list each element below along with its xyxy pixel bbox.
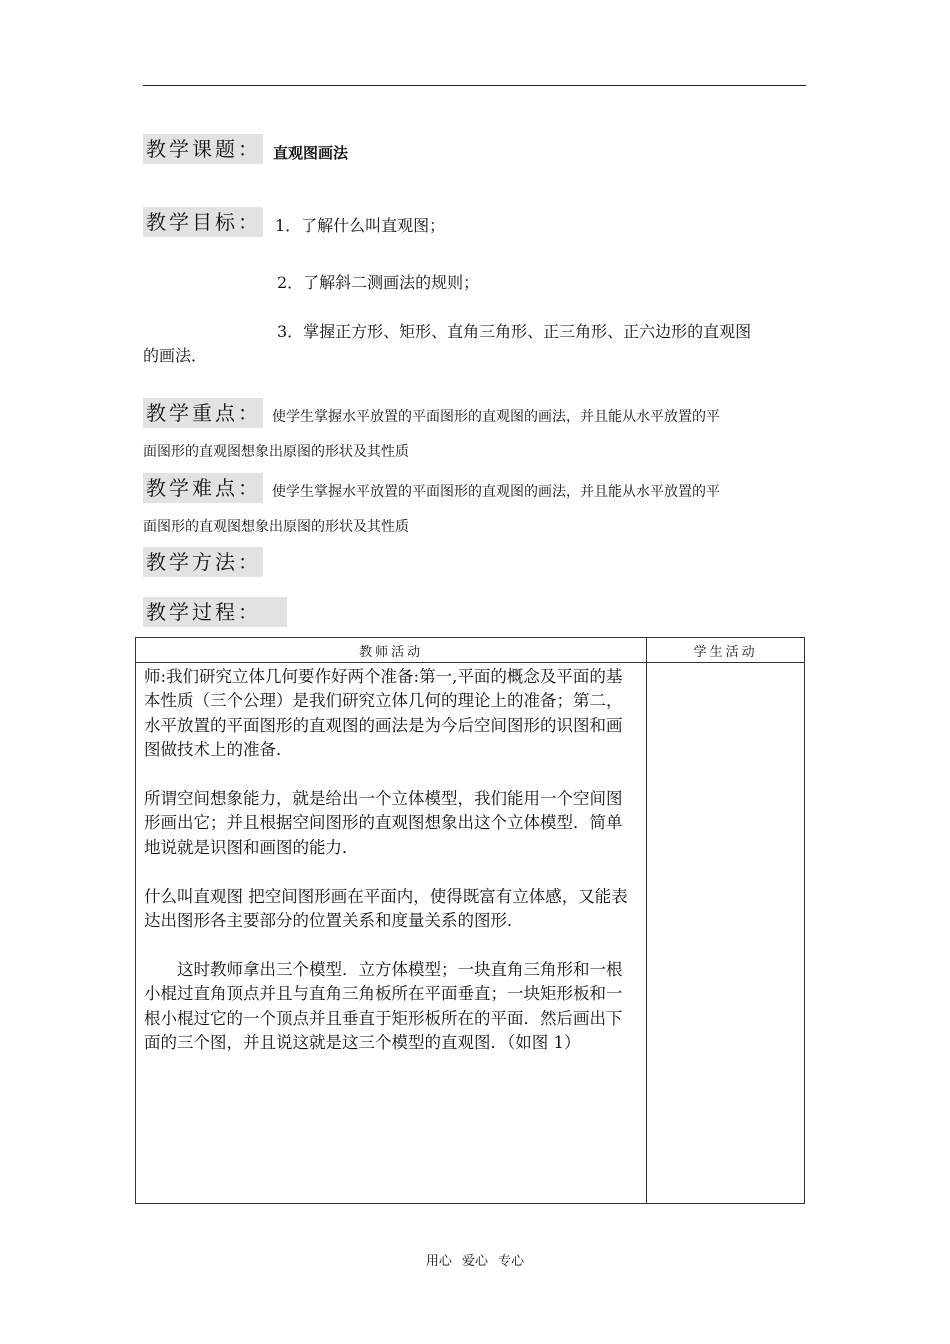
process-table: [135, 637, 805, 1204]
objective-item-3-cont: 的画法．: [143, 346, 208, 365]
method-label: 教学方法：: [143, 547, 263, 577]
difficulties-line2: 面图形的直观图想象出原图的形状及其性质: [143, 519, 409, 535]
header-rule: [143, 85, 806, 86]
objectives-label: 教学目标：: [143, 207, 263, 237]
teacher-paragraph-1: 师:我们研究立体几何要作好两个准备:第一,平面的概念及平面的基本性质（三个公理）是我们研究立体几何的理论上的准备；第二，水平放置的平面图形的直观图的画法是为今后空间图形的识图和画图做技术上的准备．: [144, 667, 623, 760]
objective-item-3: 3．掌握正方形、矩形、直角三角形、正三角形、正六边形的直观图: [277, 322, 752, 341]
topic-label: 教学课题：: [143, 134, 263, 164]
key-points-label: 教学重点：: [143, 398, 263, 428]
key-points-line2: 面图形的直观图想象出原图的形状及其性质: [143, 444, 409, 460]
page-footer: 用心 爱心 专心: [425, 1254, 525, 1269]
objective-item-1: 1．了解什么叫直观图；: [275, 216, 446, 235]
topic-value: 直观图画法: [273, 144, 349, 162]
key-points-line1: 使学生掌握水平放置的平面图形的直观图的画法，并且能从水平放置的平: [272, 409, 720, 425]
teacher-activity-cell: [136, 663, 647, 1204]
process-label: 教学过程：: [143, 597, 287, 627]
student-activity-cell: [647, 663, 805, 1204]
teacher-paragraph-4: 这时教师拿出三个模型．立方体模型；一块直角三角形和一根小棍过直角顶点并且与直角三角板所在平面垂直；一块矩形板和一根小棍过它的一个顶点并且垂直于矩形板所在的平面．然后画出下面的三个图，并且说这就是这三个模型的直观图．（如图 1）: [144, 959, 623, 1053]
teacher-paragraph-2: 所谓空间想象能力，就是给出一个立体模型，我们能用一个空间图形画出它；并且根据空间图形的直观图想象出这个立体模型．简单地说就是识图和画图的能力．: [144, 789, 623, 857]
objective-item-2: 2．了解斜二测画法的规则；: [277, 273, 480, 292]
difficulties-line1: 使学生掌握水平放置的平面图形的直观图的画法，并且能从水平放置的平: [272, 484, 720, 500]
student-activity-header: 学生活动: [647, 638, 805, 663]
difficulties-label: 教学难点：: [143, 473, 263, 503]
teacher-paragraph-3: 什么叫直观图 把空间图形画在平面内，使得既富有立体感，又能表达出图形各主要部分的位置关系和度量关系的图形．: [144, 886, 628, 931]
teacher-activity-header: 教师活动: [136, 638, 647, 663]
